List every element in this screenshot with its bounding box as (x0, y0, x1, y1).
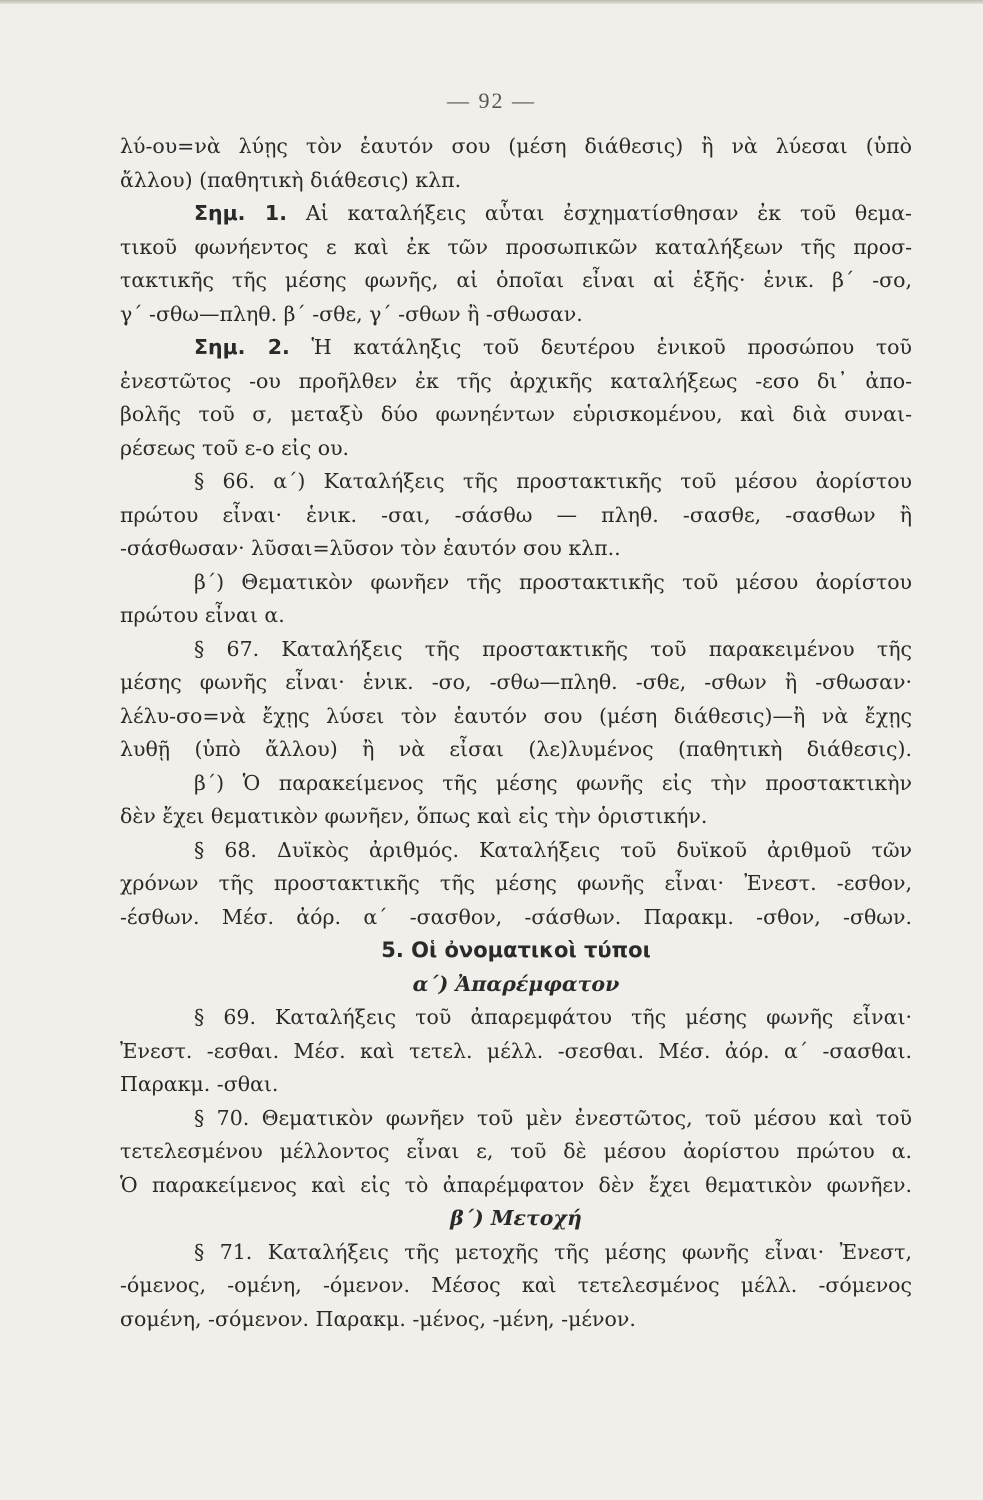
chapter-heading: 5. Οἱ ὀνοματικοὶ τύποι (381, 938, 651, 962)
subheading-infinitive: α´) Ἀπαρέμφατον (412, 971, 620, 996)
text-line: -έσθων. Μέσ. ἀόρ. α´ -σασθον, -σάσθων. Παρακμ. -σθον, -σθων. (120, 904, 912, 929)
text-line: Ὁ παρακείμενος καὶ εἰς τὸ ἀπαρέμφατον δὲν ἔχει θεματικὸν φωνῆεν. (120, 1172, 912, 1197)
section-69-line: § 69. Καταλήξεις τοῦ ἀπαρεμφάτου τῆς μέσης φωνῆς εἶναι· (194, 1005, 912, 1029)
text-line: τετελεσμένου μέλλοντος εἶναι ε, τοῦ δὲ μέσου ἀορίστου πρώτου α. (120, 1139, 912, 1163)
text-line: τικοῦ φωνήεντος ε καὶ ἐκ τῶν προσωπικῶν καταλήξεων τῆς προσ- (120, 234, 912, 259)
page-number: — 92 — (447, 88, 536, 113)
text-line: β´) Ὁ παρακείμενος τῆς μέσης φωνῆς εἰς τὴν προστακτικὴν (194, 770, 912, 795)
text-line: ἄλλου) (παθητικὴ διάθεσις) κλπ. (120, 167, 462, 192)
text-line: λέλυ-σο=νὰ ἔχῃς λύσει τὸν ἑαυτόν σου (μέση διάθεσις)—ἢ νὰ ἔχῃς (120, 703, 912, 728)
text-line: -σάσθωσαν· λῦσαι=λῦσον τὸν ἑαυτόν σου κλπ.. (120, 536, 621, 560)
section-70-line: § 70. Θεματικὸν φωνῆεν τοῦ μὲν ἐνεστῶτος, τοῦ μέσου καὶ τοῦ (194, 1105, 912, 1130)
note-1-label: Σημ. 1. (194, 201, 287, 225)
text-line: χρόνων τῆς προστακτικῆς τῆς μέσης φωνῆς εἶναι· Ἐνεστ. -εσθον, (120, 871, 912, 895)
text-line: Ἐνεστ. -εσθαι. Μέσ. καὶ τετελ. μέλλ. -σεσθαι. Μέσ. ἀόρ. α´ -σασθαι. (120, 1038, 912, 1063)
text-line: ρέσεως τοῦ ε-ο εἰς ου. (120, 435, 350, 460)
note-2-text: Ἡ κατάληξις τοῦ δευτέρου ἑνικοῦ προσώπου τοῦ (289, 335, 912, 359)
section-71-line: § 71. Καταλήξεις τῆς μετοχῆς τῆς μέσης φωνῆς εἶναι· Ἐνεστ, (194, 1239, 912, 1264)
text-line: πρώτου εἶναι α. (120, 603, 285, 627)
text-line: β´) Θεματικὸν φωνῆεν τῆς προστακτικῆς τοῦ μέσου ἀορίστου (194, 569, 912, 594)
subheading-participle: β´) Μετοχή (450, 1206, 582, 1230)
text-line: λυθῇ (ὑπὸ ἄλλου) ἢ νὰ εἶσαι (λε)λυμένος (παθητικὴ διάθεσις). (120, 737, 912, 761)
text-line: -όμενος, -ομένη, -όμενον. Μέσος καὶ τετελεσμένος μέλλ. -σόμενος (120, 1273, 912, 1297)
section-67-line: § 67. Καταλήξεις τῆς προστακτικῆς τοῦ παρακειμένου τῆς (194, 636, 912, 661)
note-1-line (120, 197, 912, 231)
top-border (0, 0, 983, 4)
text-line: σομένη, -σόμενον. Παρακμ. -μένος, -μένη, -μένον. (120, 1306, 636, 1331)
text-line: ἐνεστῶτος -ου προῆλθεν ἐκ τῆς ἀρχικῆς καταλήξεως -εσο δι᾽ ἀπο- (120, 368, 912, 393)
text-line: λύ-ου=νὰ λύῃς τὸν ἑαυτόν σου (μέση διάθεσις) ἢ νὰ λύεσαι (ὑπὸ (120, 134, 912, 158)
text-line: γ´ -σθω—πληθ. β´ -σθε, γ´ -σθων ἢ -σθωσαν. (120, 301, 583, 326)
note-1-text: Αἱ καταλήξεις αὗται ἐσχηματίσθησαν ἐκ τοῦ θεμα- (287, 201, 912, 225)
section-68-line: § 68. Δυϊκὸς ἀριθμός. Καταλήξεις τοῦ δυϊκοῦ ἀριθμοῦ τῶν (194, 837, 912, 862)
text-line: βολῆς τοῦ σ, μεταξὺ δύο φωνηέντων εὑρισκομένου, καὶ διὰ συναι- (120, 402, 912, 426)
text-line: μέσης φωνῆς εἶναι· ἑνικ. -σο, -σθω—πληθ. -σθε, -σθων ἢ -σθωσαν· (120, 670, 912, 694)
note-2-line (120, 331, 912, 365)
text-line: Παρακμ. -σθαι. (120, 1072, 279, 1096)
page-body (120, 130, 912, 1336)
text-line: δὲν ἔχει θεματικὸν φωνῆεν, ὅπως καὶ εἰς τὴν ὁριστικήν. (120, 804, 708, 828)
text-line: τακτικῆς τῆς μέσης φωνῆς, αἱ ὁποῖαι εἶναι αἱ ἑξῆς· ἑνικ. β´ -σο, (120, 268, 912, 292)
text-line: πρώτου εἶναι· ἑνικ. -σαι, -σάσθω — πληθ. -σασθε, -σασθων ἢ (120, 502, 912, 527)
note-2-label: Σημ. 2. (194, 335, 290, 359)
section-66-line: § 66. α´) Καταλήξεις τῆς προστακτικῆς τοῦ μέσου ἀορίστου (194, 469, 912, 493)
